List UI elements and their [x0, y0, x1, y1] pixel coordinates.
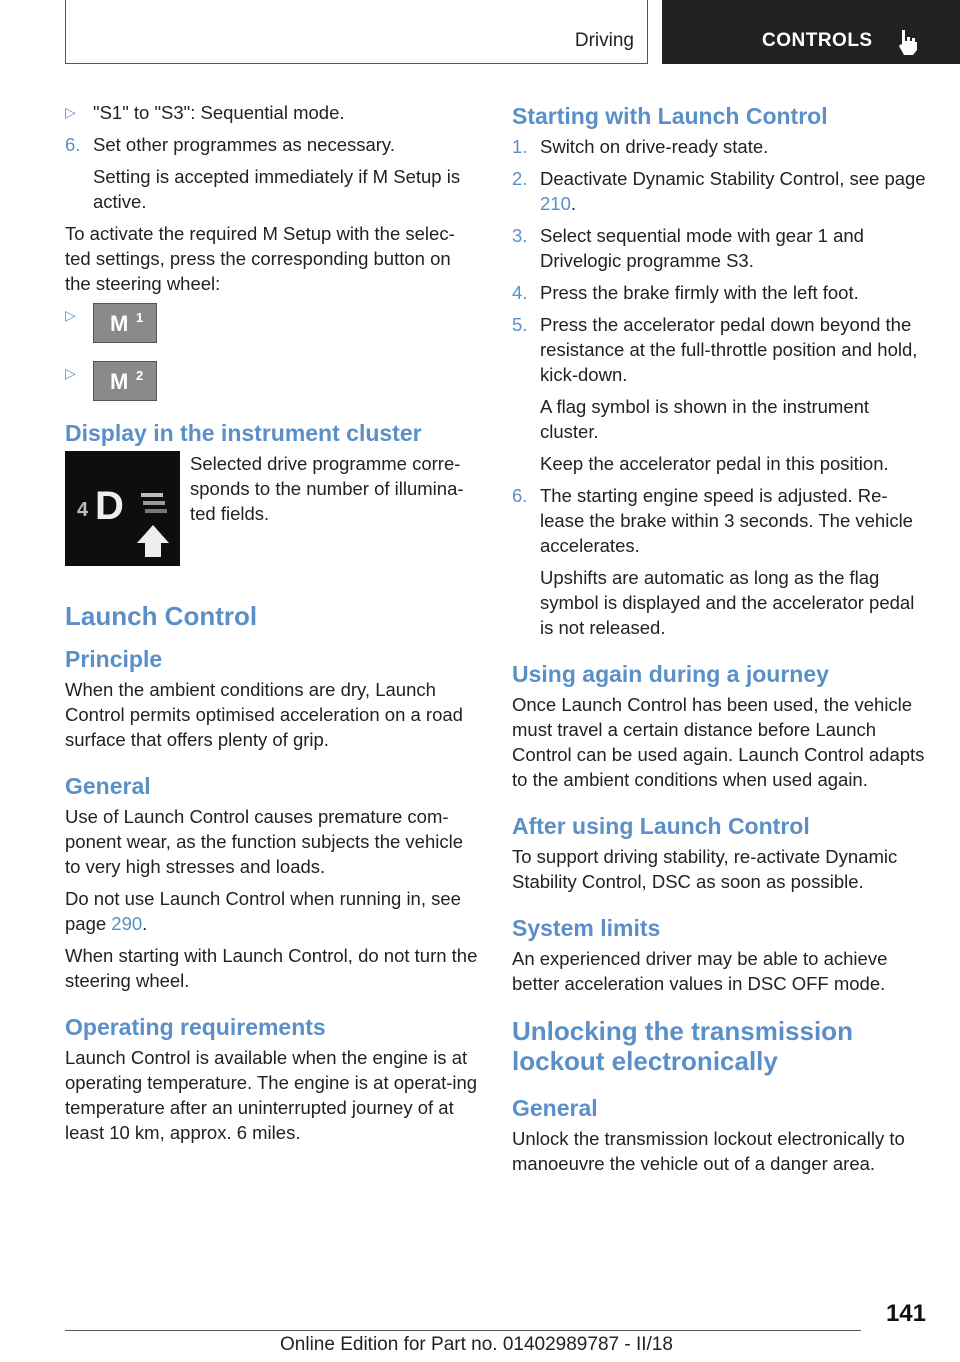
step-item: 5. Press the accelerator pedal down beyond the resistance at the full-throttle position and hold, kick-down. [512, 314, 918, 385]
page-link[interactable]: 290 [111, 913, 143, 934]
svg-text:D: D [95, 484, 124, 528]
triangle-bullet-icon: ▷ [65, 365, 76, 381]
section-heading: Principle [65, 646, 163, 672]
section-heading: Display in the instrument cluster [65, 420, 422, 446]
section-heading: System limits [512, 915, 661, 941]
right-column [512, 100, 927, 1183]
drivelogic-4d-display-icon [65, 451, 180, 566]
step-item: 1. Switch on drive-ready state. [512, 136, 769, 157]
display-description: Selected drive programme corre‐sponds to the number of illumina‐ted fields. [190, 453, 464, 524]
chapter-title: CONTROLS [762, 30, 873, 51]
section-heading: General [65, 773, 151, 799]
step-note: A flag symbol is shown in the instrument cluster. [540, 396, 870, 442]
step-item: 6. The starting engine speed is adjusted. Re‐lease the brake within 3 seconds. The vehicle accelerates. [512, 485, 913, 556]
list-item: ▷ "S1" to "S3": Sequential mode. [65, 102, 345, 123]
step-note: Upshifts are automatic as long as the flag symbol is displayed and the accelerator pedal is not released. [540, 567, 915, 638]
body-text: Once Launch Control has been used, the vehicle must travel a certain distance before Launch Control can be used again. Launch Control adapts to the ambient conditions when used again. [512, 694, 925, 790]
body-text: Unlock the transmission lockout electronically to manoeuvre the vehicle out of a danger area. [512, 1128, 905, 1174]
body-text: When the ambient conditions are dry, Launch Control permits optimised acceleration on a road surface that offers plenty of grip. [65, 679, 463, 750]
chapter-heading: Unlocking the transmission lockout electronically [512, 1016, 853, 1076]
pointing-hand-icon [896, 28, 920, 56]
left-column [65, 100, 480, 1152]
section-heading: After using Launch Control [512, 813, 810, 839]
chapter-tab [662, 0, 960, 64]
body-text: Use of Launch Control causes premature com‐ponent wear, as the function subjects the vehicle to very high stresses and loads. [65, 806, 464, 877]
section-title: Driving [574, 30, 634, 51]
footer-divider [65, 1330, 861, 1331]
body-text: Launch Control is available when the engine is at operating temperature. The engine is at operat‐ing temperature after an uninterrupted journey of at least 10 km, approx. 6 miles. [65, 1047, 478, 1143]
page-number: 141 [885, 1300, 926, 1327]
list-item [65, 361, 480, 405]
section-heading: Using again during a journey [512, 661, 829, 687]
svg-text:M: M [110, 311, 129, 336]
section-heading: Starting with Launch Control [512, 103, 828, 129]
edition-note: Online Edition for Part no. 01402989787 - II/18 [280, 1334, 673, 1355]
body-text: To activate the required M Setup with the selec‐ted settings, press the corresponding button on the steering wheel: [65, 223, 455, 294]
svg-text:1: 1 [136, 310, 144, 325]
step-note: Setting is accepted immediately if M Setup is active. [93, 166, 461, 212]
section-heading: General [512, 1095, 598, 1121]
step-item: 6. Set other programmes as necessary. [65, 134, 395, 155]
body-text: When starting with Launch Control, do not turn the steering wheel. [65, 945, 478, 991]
header-frame [65, 0, 648, 64]
chapter-heading: Launch Control [65, 601, 258, 631]
svg-text:4: 4 [77, 499, 89, 521]
display-figure [65, 451, 480, 571]
svg-text:M: M [110, 369, 129, 394]
body-text: To support driving stability, re-activate Dynamic Stability Control, DSC as soon as possible. [512, 846, 898, 892]
step-item: 4. Press the brake firmly with the left foot. [512, 282, 859, 303]
m2-button-icon [93, 361, 157, 401]
section-heading: Operating requirements [65, 1014, 326, 1040]
body-text: An experienced driver may be able to achieve better acceleration values in DSC OFF mode. [512, 948, 888, 994]
list-item [65, 303, 480, 347]
step-item: 2. Deactivate Dynamic Stability Control, see page 210. [512, 168, 926, 214]
triangle-bullet-icon: ▷ [65, 104, 76, 120]
m1-button-icon [93, 303, 157, 343]
page-link[interactable]: 210 [540, 193, 571, 214]
step-item: 3. Select sequential mode with gear 1 and Drivelogic programme S3. [512, 225, 864, 271]
step-note: Keep the accelerator pedal in this position. [540, 453, 889, 474]
triangle-bullet-icon: ▷ [65, 307, 76, 323]
svg-text:2: 2 [136, 368, 144, 383]
body-text: Do not use Launch Control when running in, see page 290. [65, 888, 461, 934]
